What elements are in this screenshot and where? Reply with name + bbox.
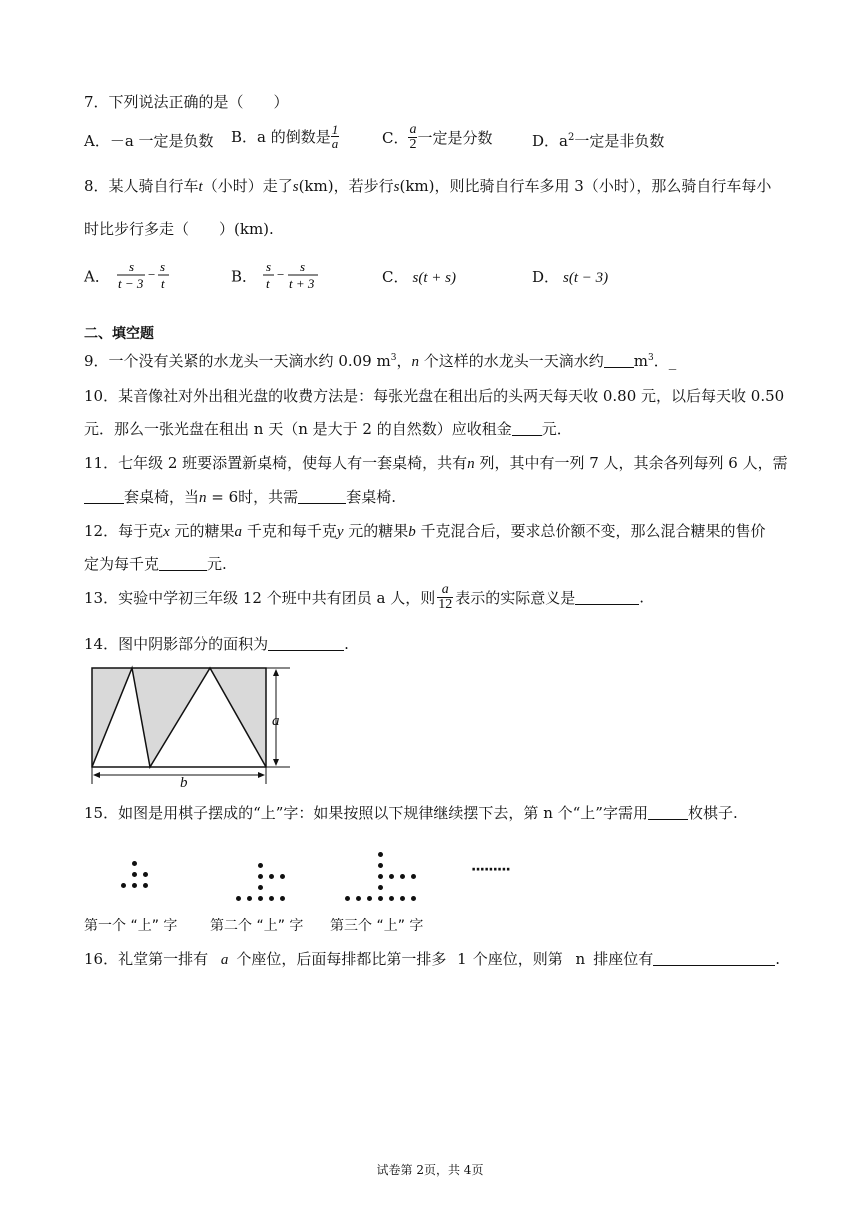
q7-b-fraction: $\frac{1}{a}$ xyxy=(331,122,339,151)
chess-piece-dot xyxy=(132,883,137,888)
svg-text:s: s xyxy=(265,260,271,274)
chess-piece-dot xyxy=(378,896,383,901)
q7-stem: 7．下列说法正确的是（ ） xyxy=(84,93,289,111)
chess-piece-dot xyxy=(143,883,148,888)
chess-piece-dot xyxy=(389,874,394,879)
q11-answer-blank-2[interactable] xyxy=(298,489,346,504)
chess-piece-dot xyxy=(411,896,416,901)
chess-piece-dot xyxy=(400,896,405,901)
caption-first: 第一个 “上” 字 xyxy=(84,918,178,934)
page-footer: 试卷第 2页，共 4页 xyxy=(376,1163,484,1177)
chess-piece-dot xyxy=(378,885,383,890)
q8-option-b: B． s t − s t + 3 xyxy=(231,260,324,292)
q16: 16．礼堂第一排有 a 个座位，后面每排都比第一排多 1 个座位，则第 n 排座位有 . xyxy=(84,950,780,968)
chess-piece-dot xyxy=(258,896,263,901)
q14-shaded-figure xyxy=(86,664,296,788)
q7-option-b: B．a 的倒数是 $\frac{1}{a}$ xyxy=(231,122,339,151)
chess-piece-dot xyxy=(378,863,383,868)
svg-text:s: s xyxy=(159,260,165,274)
q10-line2: 元．那么一张光盘在租出 n 天（n 是大于 2 的自然数）应收租金 元． xyxy=(84,420,572,438)
q11-line1: 11．七年级 2 班要添置新桌椅，使每人有一套桌椅，共有n 列，其中有一列 7 人，其余各列每列 6 人，需 xyxy=(84,454,788,472)
label-a: a xyxy=(272,713,280,729)
q16-answer-blank[interactable] xyxy=(653,951,775,966)
q10-line1: 10．某音像社对外出租光盘的收费方法是：每张光盘在租出后的头两天每天收 0.80 元，以后每天收 0.50 xyxy=(84,387,785,405)
q8-line1: 8．某人骑自行车t（小时）走了s(km)，若步行s(km)，则比骑自行车多用 3（小时），那么骑自行车每小 xyxy=(84,177,772,195)
chess-piece-dot xyxy=(121,883,126,888)
q9-answer-blank[interactable] xyxy=(604,353,634,368)
q15-answer-blank[interactable] xyxy=(648,805,688,820)
chess-piece-dot xyxy=(258,863,263,868)
q7-option-a: A．－a 一定是负数 xyxy=(84,132,214,150)
chess-piece-dot xyxy=(143,872,148,877)
svg-text:−: − xyxy=(147,267,155,282)
q8-option-a: A． s t − 3 − s t xyxy=(84,260,173,292)
chess-piece-dot xyxy=(356,896,361,901)
chess-piece-dot xyxy=(247,896,252,901)
q11-answer-blank-1[interactable] xyxy=(84,489,124,504)
q7-c-fraction: $\frac{a}{2}$ xyxy=(409,122,417,152)
ellipsis: ········· xyxy=(471,862,510,878)
chess-piece-dot xyxy=(400,874,405,879)
q8-b-expression xyxy=(262,260,324,292)
chess-piece-dot xyxy=(389,896,394,901)
q11-line2: 套桌椅，当n = 6时，共需 套桌椅. xyxy=(84,486,396,507)
caption-second: 第二个 “上” 字 xyxy=(210,918,304,934)
q13-answer-blank[interactable] xyxy=(575,590,639,605)
svg-text:t: t xyxy=(160,276,165,291)
q8-line2: 时比步行多走（ ）(km). xyxy=(84,220,274,238)
chess-piece-dot xyxy=(378,852,383,857)
q10-answer-blank[interactable] xyxy=(512,421,542,436)
chess-piece-dot xyxy=(258,885,263,890)
svg-text:−: − xyxy=(276,267,285,282)
q8-a-expression xyxy=(115,260,173,292)
q7-option-d: D．$a^2$一定是非负数 xyxy=(532,132,665,150)
chess-piece-dot xyxy=(378,874,383,879)
q13: 13．实验中学初三年级 12 个班中共有团员 a 人，则 $\frac{a}{12}$ 表示的实际意义是 . xyxy=(84,582,644,612)
chess-piece-dot xyxy=(269,874,274,879)
chess-piece-dot xyxy=(132,872,137,877)
svg-text:t: t xyxy=(265,276,270,291)
caption-third: 第三个 “上” 字 xyxy=(330,918,424,934)
svg-text:t + 3: t + 3 xyxy=(288,276,315,291)
q9: 9．一个没有关紧的水龙头一天滴水约 0.09 $m^3$，n 个这样的水龙头一天滴水约 $m^3$．_ xyxy=(84,352,677,370)
svg-text:t − 3: t − 3 xyxy=(117,276,144,291)
chess-piece-dot xyxy=(367,896,372,901)
chess-piece-dot xyxy=(345,896,350,901)
label-b: b xyxy=(180,775,188,788)
chess-piece-dot xyxy=(280,896,285,901)
chess-piece-dot xyxy=(280,874,285,879)
section-title-fill-in: 二、填空题 xyxy=(84,326,154,342)
chess-piece-dot xyxy=(269,896,274,901)
q14: 14．图中阴影部分的面积为 . xyxy=(84,635,349,653)
svg-text:s: s xyxy=(299,260,305,274)
chess-piece-dot xyxy=(258,874,263,879)
q12-answer-blank[interactable] xyxy=(159,556,207,571)
q12-line2: 定为每千克 元. xyxy=(84,555,227,573)
chess-piece-dot xyxy=(411,874,416,879)
chess-piece-dot xyxy=(132,861,137,866)
q14-answer-blank[interactable] xyxy=(268,636,344,651)
q12-line1: 12．每于克x 元的糖果a 千克和每千克y 元的糖果b 千克混合后，要求总价额不变，那么混合糖果的售价 xyxy=(84,522,766,540)
q15: 15．如图是用棋子摆成的“上”字：如果按照以下规律继续摆下去，第 n 个“上”字需用 枚棋子. xyxy=(84,804,738,822)
svg-text:s: s xyxy=(128,260,134,274)
q7-option-c: C． $\frac{a}{2}$ 一定是分数 xyxy=(382,122,493,152)
q13-fraction: $\frac{a}{12}$ xyxy=(438,582,453,612)
q8-option-d: D． s(t − 3) xyxy=(532,268,609,286)
chess-piece-dot xyxy=(236,896,241,901)
q8-option-c: C． s(t + s) xyxy=(382,268,456,286)
